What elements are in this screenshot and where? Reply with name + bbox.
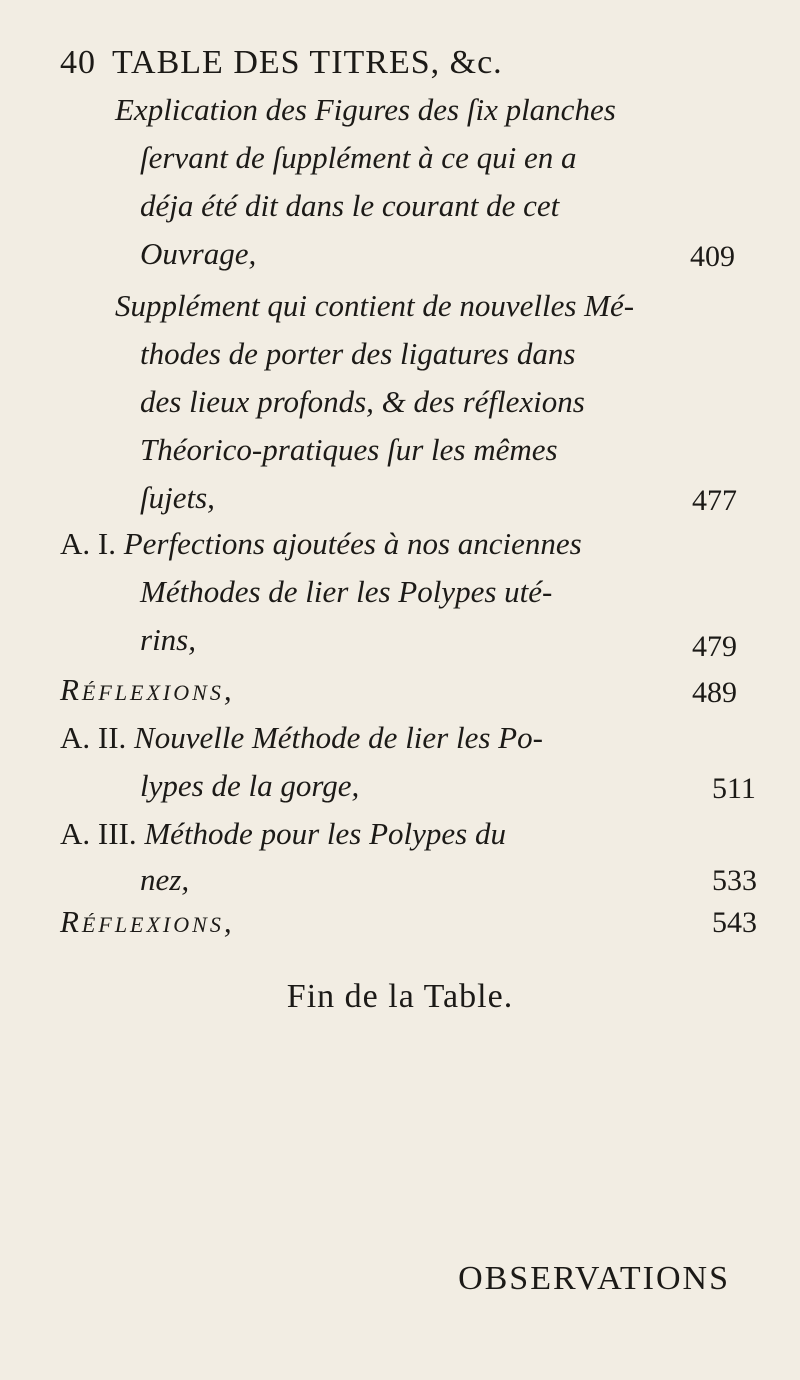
entry-text-line: ſujets, bbox=[140, 480, 215, 515]
entry-text-line: A. I. Perfections ajoutées à nos anciennes bbox=[60, 526, 582, 561]
entry-text-line: des lieux profonds, & des réflexions bbox=[140, 384, 585, 419]
article-ref: A. III. bbox=[60, 816, 137, 851]
entry-page-number: 533 bbox=[712, 864, 757, 897]
running-title: TABLE DES TITRES, &c. bbox=[112, 44, 503, 81]
entry-page-number: 477 bbox=[692, 484, 737, 517]
entry-page-number: 511 bbox=[712, 772, 756, 805]
entry-text-line: A. II. Nouvelle Méthode de lier les Po- bbox=[60, 720, 543, 755]
entry-page-number: 489 bbox=[692, 676, 737, 709]
entry-page-number: 479 bbox=[692, 630, 737, 663]
catchword: OBSERVATIONS bbox=[458, 1260, 730, 1297]
entry-text-line: Ouvrage, bbox=[140, 236, 257, 271]
entry-text-line: nez, bbox=[140, 862, 190, 897]
page-header bbox=[60, 44, 503, 82]
end-of-table-note: Fin de la Table. bbox=[286, 978, 514, 1015]
entry-text-line: Méthodes de lier les Polypes uté- bbox=[140, 574, 553, 609]
page-number: 40 bbox=[60, 44, 96, 81]
entry-text-line: Explication des Figures des ſix planches bbox=[115, 92, 616, 127]
entry-text-line: rins, bbox=[140, 622, 196, 657]
entry-text-line: Réflexions, bbox=[60, 904, 235, 939]
entry-text-line: déja été dit dans le courant de cet bbox=[140, 188, 560, 223]
entry-text-line: Théorico-pratiques ſur les mêmes bbox=[140, 432, 558, 467]
entry-text-line: A. III. Méthode pour les Polypes du bbox=[60, 816, 506, 851]
entry-text-line: lypes de la gorge, bbox=[140, 768, 360, 803]
entry-text-line: thodes de porter des ligatures dans bbox=[140, 336, 576, 371]
entry-text-line: Supplément qui contient de nouvelles Mé- bbox=[115, 288, 635, 323]
entry-text-line: ſervant de ſupplément à ce qui en a bbox=[140, 140, 577, 175]
article-ref: A. I. bbox=[60, 526, 116, 561]
entry-text-line: Réflexions, bbox=[60, 672, 235, 707]
entry-page-number: 543 bbox=[712, 906, 757, 939]
entry-page-number: 409 bbox=[690, 240, 735, 273]
article-ref: A. II. bbox=[60, 720, 127, 755]
